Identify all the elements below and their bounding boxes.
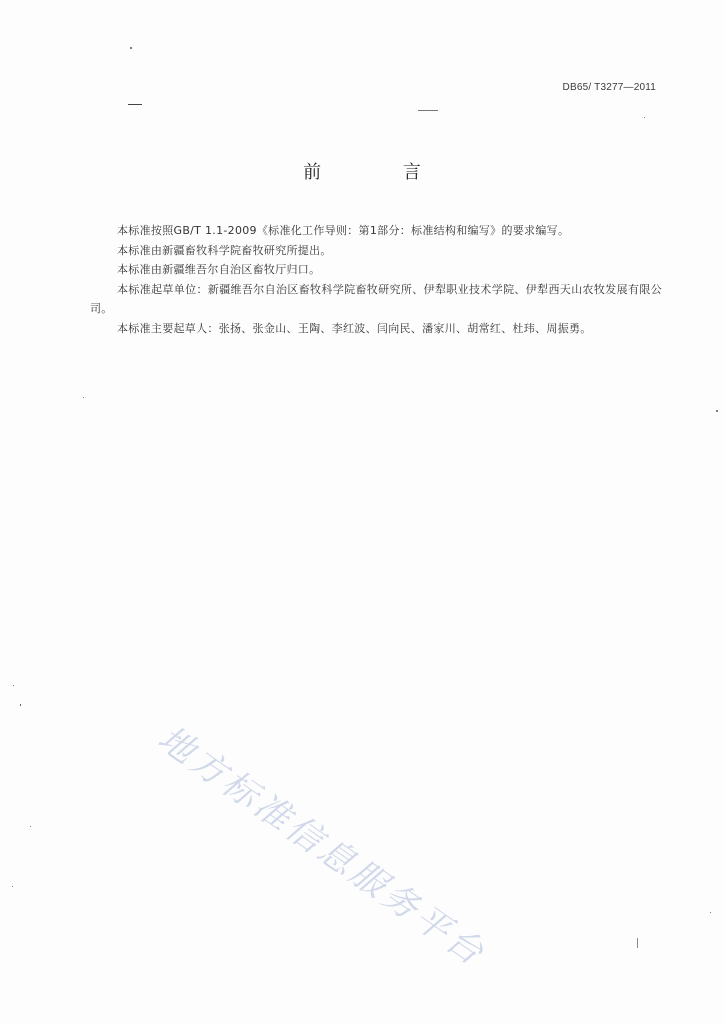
scan-speck (20, 704, 21, 706)
scan-speck (130, 47, 132, 49)
scan-mark (637, 938, 638, 948)
scan-mark (128, 104, 142, 105)
scan-speck (30, 826, 31, 827)
scan-speck (83, 397, 84, 398)
paragraph-administrator: 本标准由新疆维吾尔自治区畜牧厅归口。 (117, 263, 321, 277)
scan-speck (13, 685, 14, 686)
foreword-body (90, 221, 662, 339)
scan-speck (644, 117, 645, 118)
scan-mark (418, 110, 438, 111)
page-title: 前 言 (303, 162, 459, 183)
watermark: 地方标准信息服务平台 (150, 718, 493, 976)
paragraph-drafters: 本标准主要起草人：张扬、张金山、王陶、李红波、闫向民、潘家川、胡常红、杜玮、周振勇。 (117, 321, 592, 335)
paragraph-proposer: 本标准由新疆畜牧科学院畜牧研究所提出。 (117, 243, 332, 257)
standard-code: DB65/ T3277—2011 (562, 82, 656, 93)
paragraph-drafting-units: 本标准起草单位：新疆维吾尔自治区畜牧科学院畜牧研究所、伊犁职业技术学院、伊犁西天山农牧发展有限公司。 (90, 282, 662, 316)
scan-speck (716, 410, 718, 412)
paragraph-drafting-rules: 本标准按照GB/T 1.1-2009《标准化工作导则：第1部分：标准结构和编写》的要求编写。 (117, 224, 570, 237)
scan-speck (710, 912, 711, 913)
scan-speck (12, 886, 13, 887)
